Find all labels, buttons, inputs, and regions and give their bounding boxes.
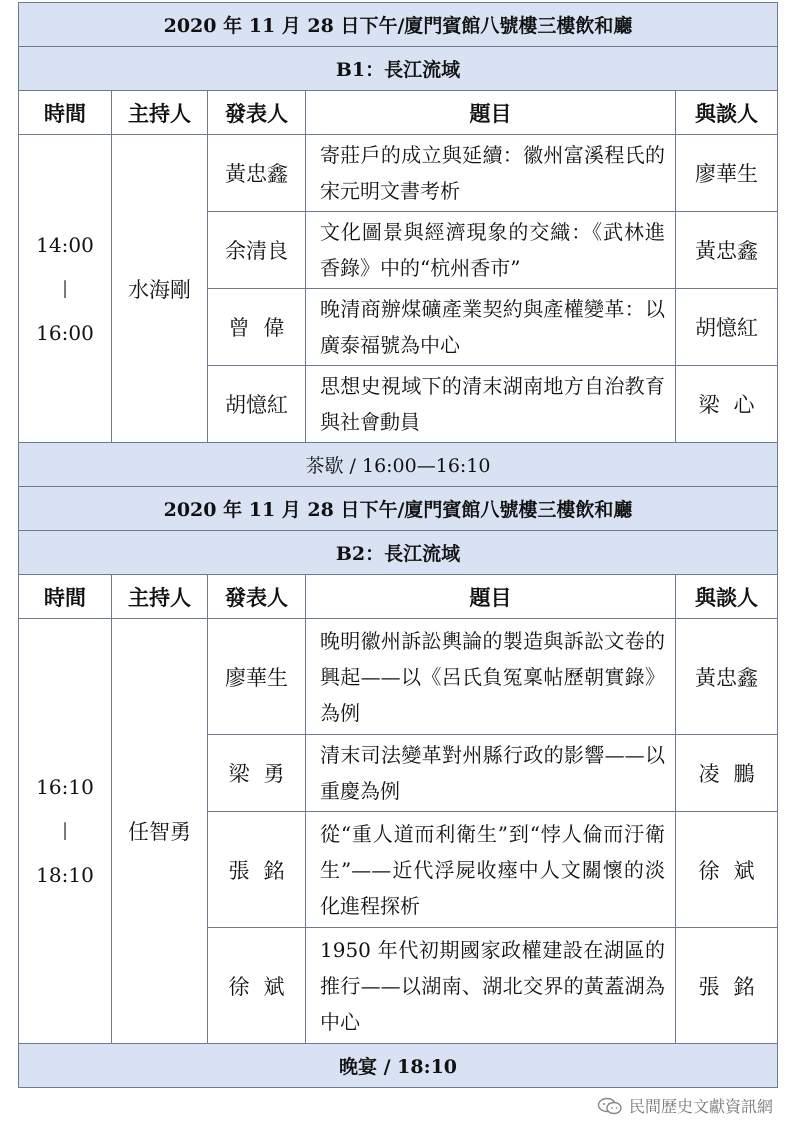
session2-panel: B2：長江流域 — [19, 531, 778, 575]
session1-panel-row — [19, 47, 778, 91]
paper-title: 晚清商辦煤礦產業契約與產權變革：以廣泰福號為中心 — [306, 289, 676, 366]
session2-column-headers — [19, 575, 778, 619]
col-chair: 主持人 — [112, 91, 208, 135]
time-start: 16:10 — [36, 775, 94, 799]
tea-break: 茶歇 / 16:00—16:10 — [19, 443, 778, 487]
col-discussant: 與談人 — [676, 575, 778, 619]
time-end: 18:10 — [36, 863, 94, 887]
presenter: 廖華生 — [208, 619, 306, 735]
time-separator: | — [61, 277, 69, 299]
col-time: 時間 — [19, 575, 112, 619]
table-row — [19, 619, 778, 735]
presenter: 梁勇 — [208, 735, 306, 812]
presenter: 余清良 — [208, 212, 306, 289]
time-separator: | — [61, 820, 69, 841]
session2-panel-row — [19, 531, 778, 575]
paper-title: 清末司法變革對州縣行政的影響——以重慶為例 — [306, 735, 676, 812]
col-title: 題目 — [306, 575, 676, 619]
col-time: 時間 — [19, 91, 112, 135]
discussant: 凌鵬 — [676, 735, 778, 812]
col-discussant: 與談人 — [676, 91, 778, 135]
discussant: 廖華生 — [676, 135, 778, 212]
watermark-text: 民間歷史文獻資訊網 — [628, 1097, 773, 1116]
dinner-row — [19, 1044, 778, 1088]
session1-panel: B1：長江流域 — [19, 47, 778, 91]
schedule-table — [18, 2, 778, 1088]
time-start: 14:00 — [36, 232, 94, 257]
session1-column-headers — [19, 91, 778, 135]
presenter: 曾偉 — [208, 289, 306, 366]
paper-title: 寄莊戶的成立與延續：徽州富溪程氏的宋元明文書考析 — [306, 135, 676, 212]
time-end: 16:00 — [36, 320, 94, 345]
col-presenter: 發表人 — [208, 91, 306, 135]
session2-header-row — [19, 487, 778, 531]
session1-header-row — [19, 3, 778, 47]
col-presenter: 發表人 — [208, 575, 306, 619]
session1-time — [19, 135, 112, 443]
paper-title: 晚明徽州訴訟輿論的製造與訴訟文卷的興起——以《呂氏負冤稟帖歷朝實錄》為例 — [306, 619, 676, 735]
presenter: 黃忠鑫 — [208, 135, 306, 212]
session2-time — [19, 619, 112, 1044]
col-title: 題目 — [306, 91, 676, 135]
session1-chair: 水海剛 — [112, 135, 208, 443]
session2-chair: 任智勇 — [112, 619, 208, 1044]
wechat-icon — [597, 1097, 623, 1115]
watermark — [597, 1094, 773, 1117]
session2-header: 2020 年 11 月 28 日下午/廈門賓館八號樓三樓飲和廳 — [19, 487, 778, 531]
paper-title: 1950 年代初期國家政權建設在湖區的推行——以湖南、湖北交界的黃蓋湖為中心 — [306, 928, 676, 1044]
presenter: 徐斌 — [208, 928, 306, 1044]
paper-title: 從“重人道而利衛生”到“悖人倫而汙衛生”——近代浮屍收瘞中人文關懷的淡化進程探析 — [306, 812, 676, 928]
presenter: 胡憶紅 — [208, 366, 306, 443]
table-row — [19, 135, 778, 212]
paper-title: 思想史視域下的清末湖南地方自治教育與社會動員 — [306, 366, 676, 443]
session1-header: 2020 年 11 月 28 日下午/廈門賓館八號樓三樓飲和廳 — [19, 3, 778, 47]
discussant: 黃忠鑫 — [676, 212, 778, 289]
break-row — [19, 443, 778, 487]
paper-title: 文化圖景與經濟現象的交織：《武林進香錄》中的“杭州香市” — [306, 212, 676, 289]
presenter: 張銘 — [208, 812, 306, 928]
discussant: 黃忠鑫 — [676, 619, 778, 735]
discussant: 梁心 — [676, 366, 778, 443]
discussant: 張銘 — [676, 928, 778, 1044]
discussant: 徐斌 — [676, 812, 778, 928]
dinner: 晚宴 / 18:10 — [19, 1044, 778, 1088]
discussant: 胡憶紅 — [676, 289, 778, 366]
col-chair: 主持人 — [112, 575, 208, 619]
